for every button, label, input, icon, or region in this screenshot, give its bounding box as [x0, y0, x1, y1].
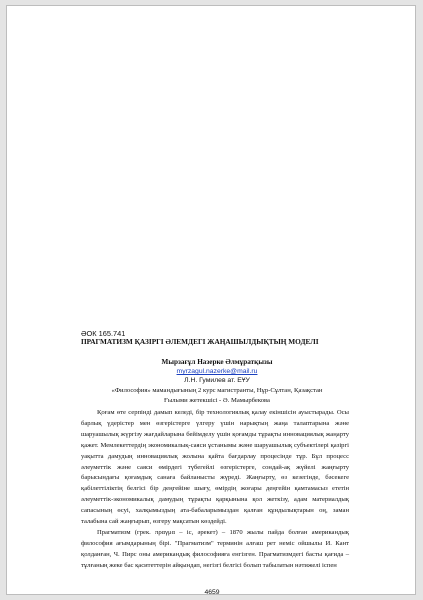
- udk-code: ӘОК 165.741: [81, 329, 126, 338]
- author-block: [67, 358, 367, 406]
- page-number: 4659: [204, 589, 220, 596]
- document-page: [6, 5, 416, 595]
- paragraph-1: Қоғам өте серпінді дамып келеді, бір технологиялық қалау екіншісін ауыстырады. Осы барлық үдерістер мен өзгерістерге үлгеру үшін нарықтың жаңа талаптарына және шаруашылық жүргізу жағдайларына бейімделу үшін қоғамды тұрақты инновациялық жаңарту қажет. Мемлекеттердің экономикалық-саяси ұстанымы және шаруашылық субъектілері қазіргі уақытта дамудың инновациялық жолына қайта бағдарлау процесінде тұр. Бұл процесс әлеуметтік және саяси өмірдегі түбегейлі өзгерістерге, сондай-ақ жүйелі жаңғырту барысындағы қоғамдық санаға байланысты жүреді. Жаңғырту, өз кезегінде, бәсекеге қабілеттіліктің белгісі бір деңгейіне шығу, өмірдің жоғары деңгейін қамтамасыз ететін әлеуметтік-экономикалық дамудың тұрақты қарқынына қол жеткізу, адам материалдық сапасының өсуі, халқымыздың ата-бабаларымыздан қалған құндылықтарын оң, заман талабына сай жаңғырып, өзгеру мақсатын көздейді.: [81, 409, 349, 526]
- university: Л.Н. Гумилев ат. ЕҰУ: [184, 377, 250, 384]
- supervisor: Ғылыми жетекшісі - Ә. Мамырбекова: [164, 397, 270, 404]
- article-title: ПРАГМАТИЗМ ҚАЗІРГІ ӘЛЕМДЕГІ ЖАҢАШЫЛДЫҚТЫҢ МОДЕЛІ: [81, 337, 319, 346]
- author-email-link[interactable]: myrzagul.nazerke@mail.ru: [176, 368, 258, 375]
- paragraph-2: Прагматизм (грек. πραγμα – іс, әрекет) – 1870 жылы пайда болған американдық философия ағымдарының бірі. "Прагматизм" терминін алғаш рет неміс ойшылы И. Кант қолданған, Ч. Пирс оны американдық философияға енгізген. Прагматизмдегі басты қағида – тұлғаның жеке бас қаситеттерін айқындап, негізгі белгісі болып табылатын нәтижелі іспен: [81, 528, 349, 569]
- program-info: «Философия» мамандығының 2 курс магистранты, Нұр-Сұлтан, Қазақстан: [111, 387, 323, 394]
- article-body: [81, 408, 349, 572]
- author-name: Мырзағұл Назерке Әлмұратқызы: [161, 358, 273, 366]
